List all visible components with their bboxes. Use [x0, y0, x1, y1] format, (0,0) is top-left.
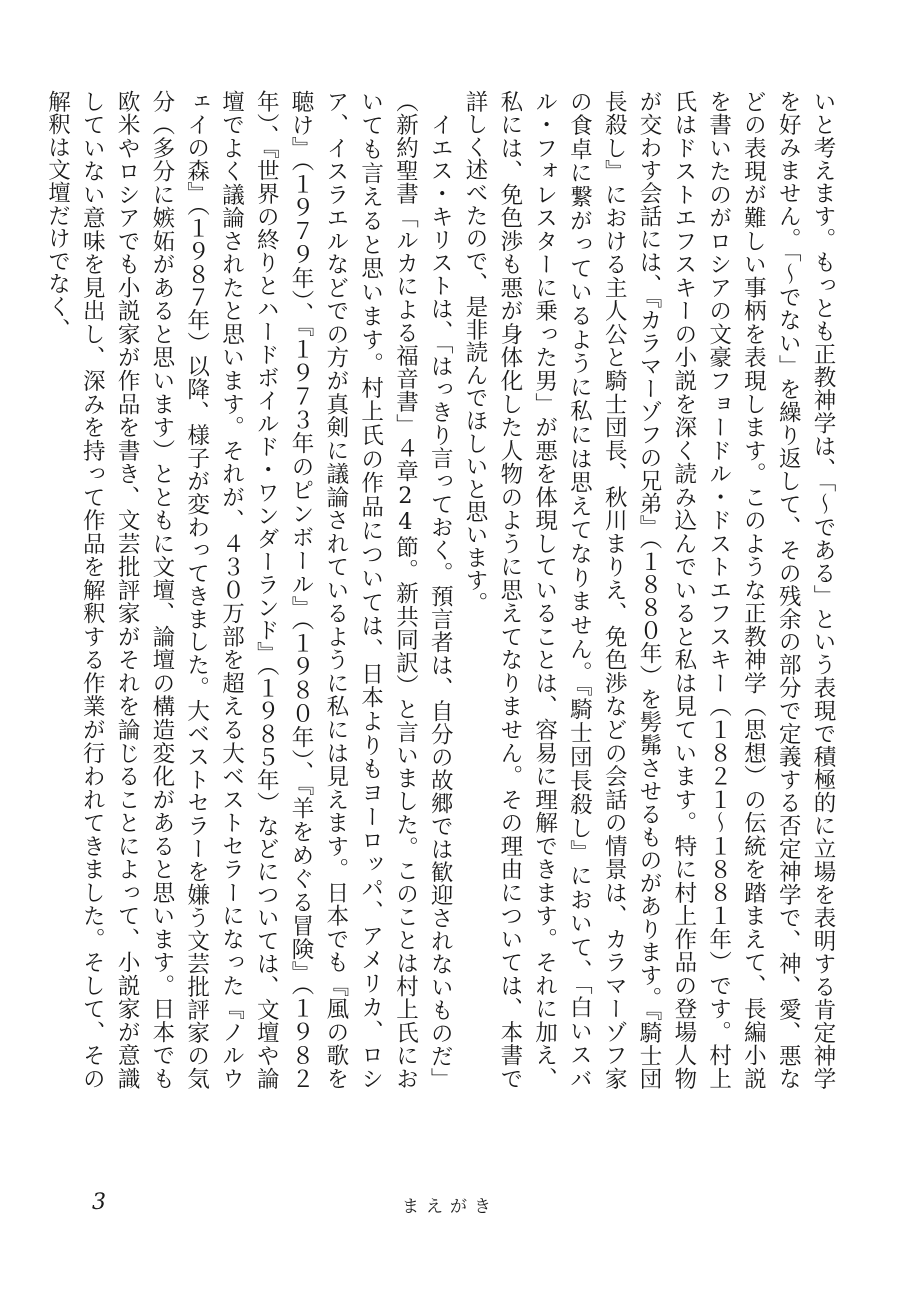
paragraph: いと考えます。もっとも正教神学は、「〜である」という表現で積極的に立場を表明する肯定神学を好みません。「〜でない」を繰り返して、その残余の部分で定義する否定神学で、神、愛、悪などの表現が難しい事柄を表現します。このような正教神学（思想）の伝統を踏まえて、長編小説を書いたのがロシアの文豪フョードル・ドストエフスキー（１８２１〜１８８１年）です。村上氏はドストエフスキーの小説を深く読み込んでいると私は見ています。特に村上作品の登場人物が交わす会話には、『カラマーゾフの兄弟』（１８８０年）を髣髴させるものがあります。『騎士団長殺し』における主人公と騎士団長、秋川まりえ、免色渉などの会話の情景は、カラマーゾフ家の食卓に繋がっているように私には思えてなりません。『騎士団長殺し』において、「白いスバル・フォレスターに乗った男」が悪を体現していることは、容易に理解できます。それに加え、私には、免色渉も悪が身体化した人物のように思えてなりません。その理由については、本書で詳しく述べたので、是非読んでほしいと思います。	[462, 90, 836, 1090]
running-head: まえがき	[402, 1197, 498, 1217]
paragraph: イエス・キリストは、「はっきり言っておく。預言者は、自分の故郷では歓迎されないものだ」（新約聖書「ルカによる福音書」４章24節。新共同訳）と言いました。このことは村上氏においても言えると思います。村上氏の作品については、日本よりもヨーロッパ、アメリカ、ロシア、イスラエルなどでの方が真剣に議論されているように私には見えます。日本でも『風の歌を聴け』（１９７９年）、『１９７３年のピンボール』（１９８０年）、『羊をめぐる冒険』（１９８２年）、『世界の終りとハードボイルド・ワンダーランド』（１９８５年）などについては、文壇や論壇でよく議論されたと思います。それが、４３０万部を超える大ベストセラーになった『ノルウェイの森』（１９８７年）以降、様子が変わってきました。大ベストセラーを嫌う文芸批評家の気分（多分に嫉妬があると思います）とともに文壇、論壇の構造変化があると思います。日本でも欧米やロシアでも小説家が作品を書き、文芸批評家がそれを論じることによって、小説家が意識していない意味を見出し、深みを持って作品を解釈する作業が行われてきました。そして、その解釈は文壇だけでなく、	[44, 90, 454, 1090]
page-number: 3	[92, 1190, 106, 1215]
main-text	[44, 90, 840, 1090]
